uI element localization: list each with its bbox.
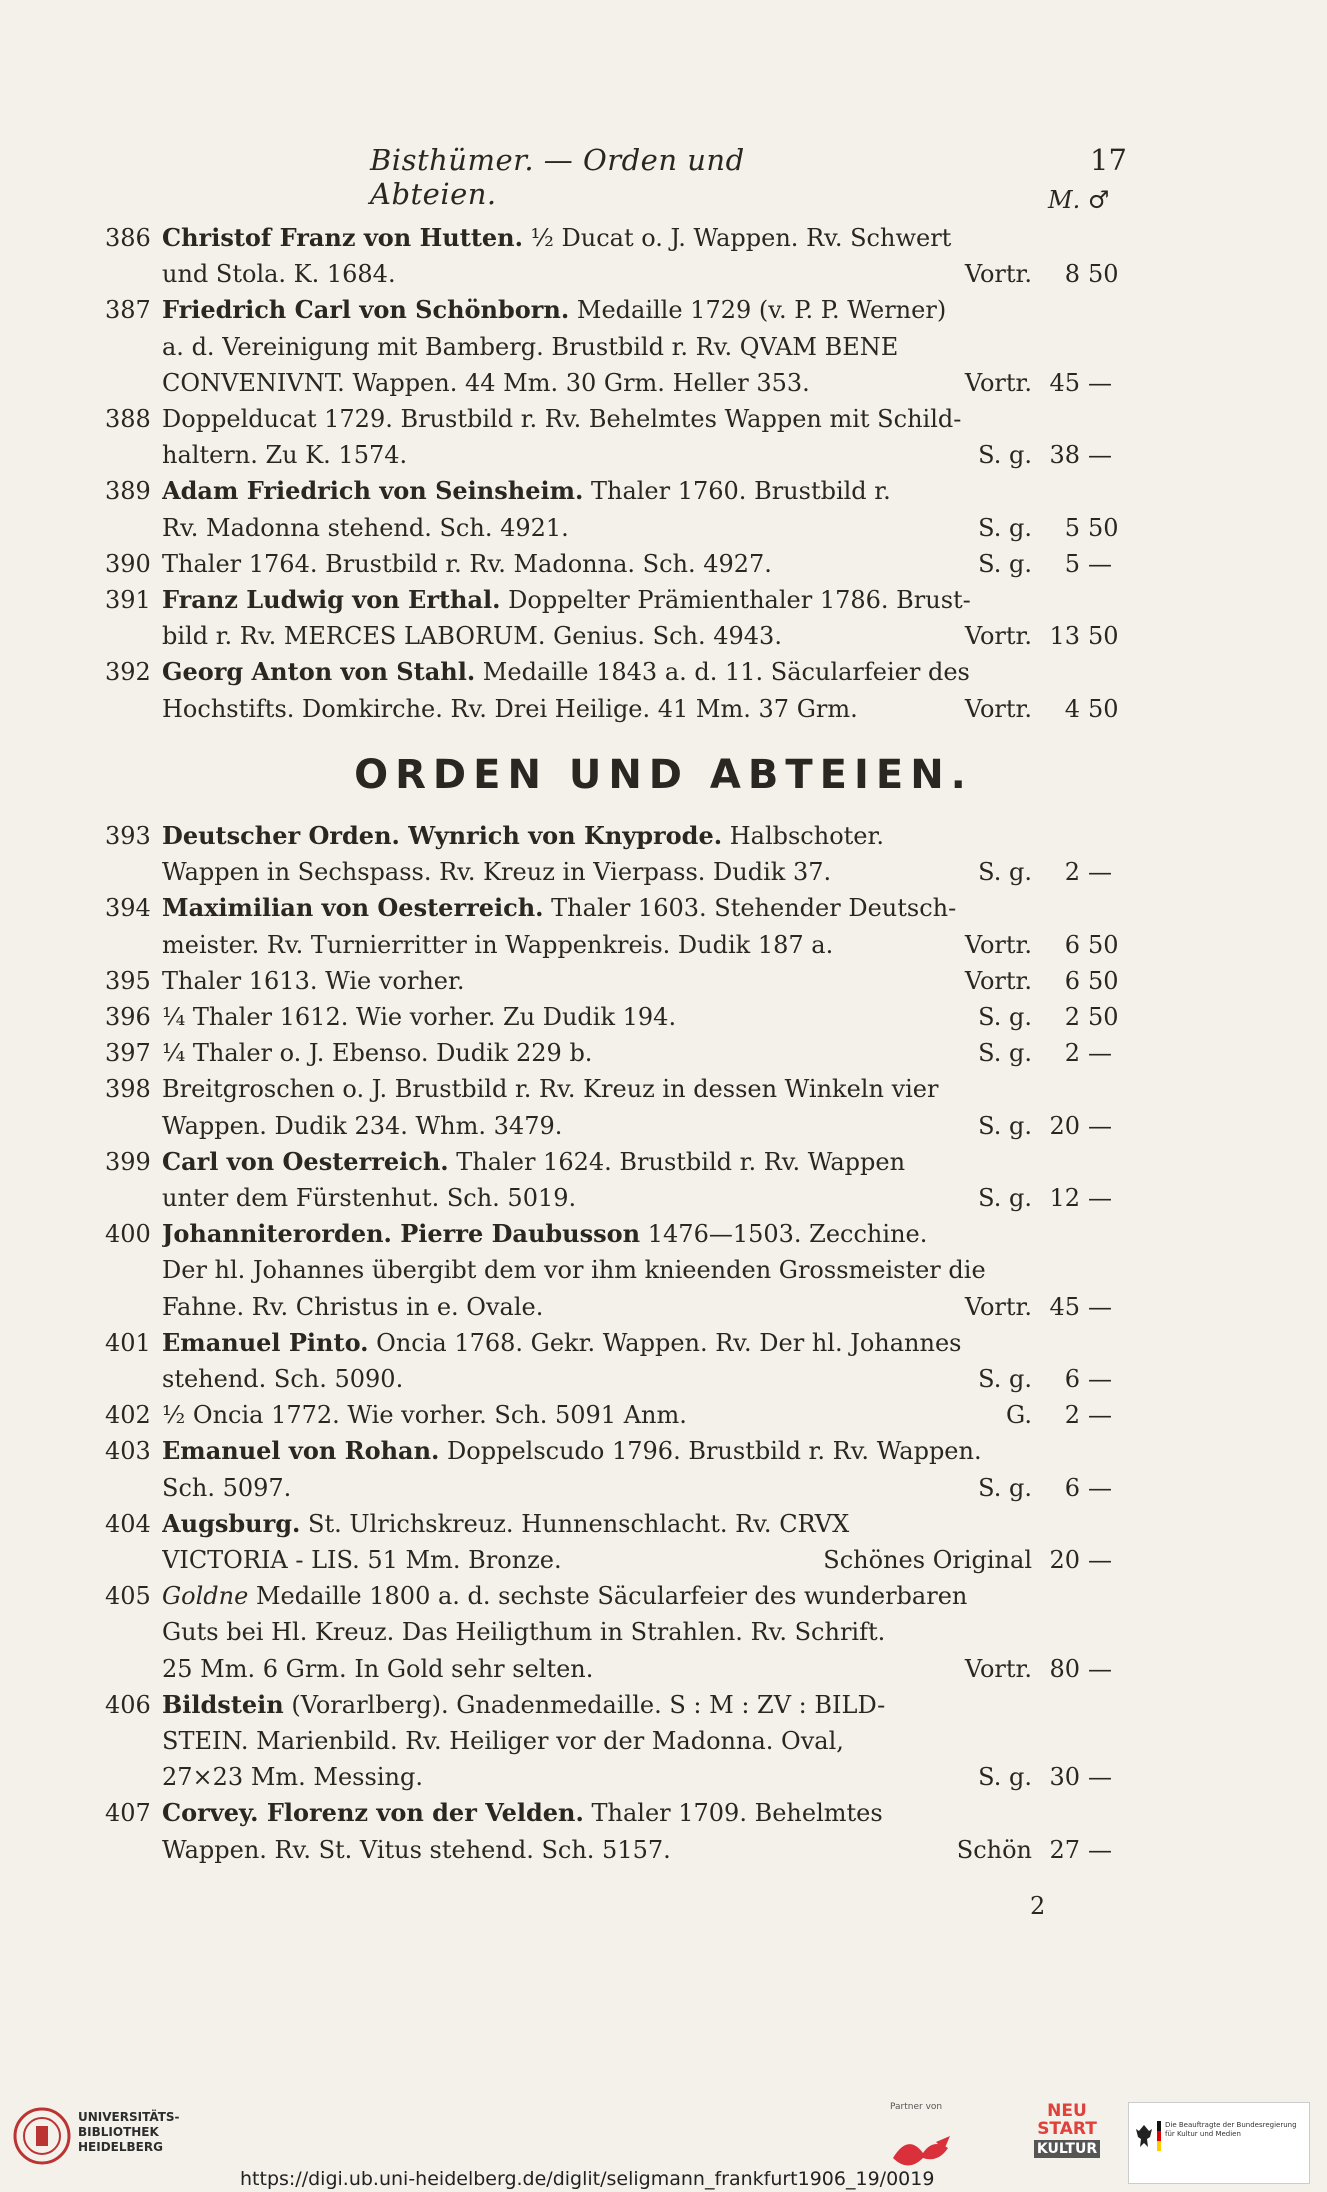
entry-text [162, 1325, 1032, 1361]
entry-description: Thaler 1613. Wie vorher. [162, 966, 465, 995]
price-pfennig: — [1088, 858, 1112, 887]
eagle-icon [1135, 2123, 1153, 2149]
entry-text [162, 963, 1032, 999]
condition-note: Vortr. [964, 966, 1032, 995]
flag-bars [1157, 2121, 1161, 2151]
catalog-line [0, 546, 1327, 582]
entry-description: 1476—1503. Zecchine. [640, 1220, 928, 1249]
entry-description: stehend. Sch. 5090. [162, 1365, 404, 1393]
catalog-line [0, 1759, 1327, 1795]
price-pfennig: 50 [1088, 260, 1119, 289]
condition-note: S. g. [978, 1184, 1032, 1212]
entry-text [162, 1071, 1032, 1107]
entry-description: Wappen in Sechspass. Rv. Kreuz in Vierpass. Dudik 37. [162, 858, 832, 887]
entry-description: ¼ Thaler 1612. Wie vorher. Zu Dudik 194. [162, 1003, 677, 1031]
catalog-line [0, 963, 1327, 999]
entry-text [162, 365, 1032, 401]
price-mark: 5 [1064, 513, 1080, 542]
entry-description: Medaille 1729 (v. P. P. Werner) [569, 296, 947, 325]
bund-text: Die Beauftragte der Bundesregierung für Kultur und Medien [1165, 2121, 1297, 2138]
entry-description: Rv. Madonna stehend. Sch. 4921. [162, 513, 569, 542]
entry-text [162, 999, 1032, 1035]
price-mark: 2 [1064, 1401, 1080, 1430]
condition-note: Schön [956, 1835, 1032, 1864]
entry-text [162, 691, 1032, 727]
entry-heading: Emanuel Pinto. [162, 1327, 369, 1357]
condition-note: S. g. [978, 513, 1032, 542]
condition-note: S. g. [978, 1111, 1032, 1140]
price-mark: 2 [1064, 1039, 1080, 1068]
condition-note: G. [1006, 1401, 1032, 1430]
price-pfennig: — [1088, 441, 1112, 470]
condition-note: S. g. [978, 549, 1032, 578]
entry-text [162, 473, 1032, 509]
price-mark: 5 [1064, 549, 1080, 578]
entry-text [162, 890, 1032, 926]
entry-heading: Deutscher Orden. Wynrich von Knyprode. [162, 821, 723, 850]
entry-description: 25 Mm. 6 Grm. In Gold sehr selten. [162, 1654, 594, 1683]
catalog-line [0, 256, 1327, 292]
catalog-line [0, 1289, 1327, 1325]
entry-description: Wappen. Dudik 234. Whm. 3479. [162, 1111, 563, 1140]
entry-description: Doppelter Prämienthaler 1786. Brust- [500, 586, 971, 614]
entry-heading: Corvey. Florenz von der Velden. [162, 1798, 584, 1828]
entry-text [162, 292, 1032, 328]
entry-text [162, 854, 1032, 890]
price-pfennig: — [1088, 368, 1112, 397]
entry-text [162, 1723, 1032, 1759]
entry-heading: Maximilian von Oesterreich. [162, 893, 544, 923]
entry-text [162, 1108, 1032, 1144]
condition-note: S. g. [978, 1003, 1032, 1031]
catalog-line [0, 1470, 1327, 1506]
catalog-line [0, 1795, 1327, 1831]
condition-note: Vortr. [964, 694, 1032, 723]
lot-number: 407 [105, 1799, 151, 1828]
price-mark: 2 [1064, 1003, 1080, 1031]
price-mark: 45 [1049, 368, 1080, 397]
logo-line-3: HEIDELBERG [78, 2140, 163, 2154]
entry-description: 27×23 Mm. Messing. [162, 1763, 423, 1792]
entry-description: Thaler 1764. Brustbild r. Rv. Madonna. Sch. 4927. [162, 549, 772, 578]
catalog-line [0, 365, 1327, 401]
lot-number: 402 [105, 1401, 151, 1430]
entry-description: unter dem Fürstenhut. Sch. 5019. [162, 1184, 577, 1212]
entry-text [162, 1252, 1032, 1288]
entry-text [162, 1759, 1032, 1795]
entry-text [162, 1614, 1032, 1650]
entry-text [162, 1361, 1032, 1397]
entry-description: Thaler 1603. Stehender Deutsch- [543, 894, 957, 923]
price-pfennig: — [1088, 1401, 1112, 1430]
catalog-line [0, 618, 1327, 654]
entry-description: Der hl. Johannes übergibt dem vor ihm knieenden Grossmeister die [162, 1256, 986, 1285]
catalog-line [0, 1035, 1327, 1071]
entry-description: Thaler 1709. Behelmtes [583, 1799, 883, 1828]
catalog-line [0, 292, 1327, 328]
catalog-line [0, 927, 1327, 963]
lot-number: 388 [105, 405, 151, 433]
lot-number: 406 [105, 1690, 151, 1719]
catalog-line [0, 1180, 1327, 1216]
footer-bar [0, 2098, 1327, 2192]
lot-number: 391 [105, 586, 151, 614]
price-mark: 45 [1049, 1292, 1080, 1321]
entry-description: Breitgroschen o. J. Brustbild r. Rv. Kreuz in dessen Winkeln vier [162, 1075, 939, 1104]
logo-line-1: UNIVERSITÄTS- [78, 2110, 180, 2124]
catalog-line [0, 1071, 1327, 1107]
federal-government-logo[interactable] [1128, 2102, 1310, 2184]
price-pfennig: — [1088, 1111, 1112, 1140]
price-mark: 8 [1064, 260, 1080, 289]
price-pfennig: — [1088, 549, 1112, 578]
entry-heading: Christof Franz von Hutten. [162, 223, 523, 252]
catalog-line [0, 999, 1327, 1035]
university-library-logo[interactable] [12, 2102, 187, 2172]
entry-text [162, 546, 1032, 582]
condition-note: Vortr. [964, 368, 1032, 397]
lot-number: 390 [105, 549, 151, 578]
catalog-line [0, 1651, 1327, 1687]
price-mark: 20 [1049, 1111, 1080, 1140]
price-pfennig: — [1088, 1184, 1112, 1212]
lot-number: 387 [105, 296, 151, 325]
catalog-line [0, 1108, 1327, 1144]
condition-note: S. g. [978, 1473, 1032, 1502]
entry-text [162, 1687, 1032, 1723]
catalog-line [0, 691, 1327, 727]
price-mark: 2 [1064, 858, 1080, 887]
entry-text [162, 220, 1032, 256]
catalog-line [0, 401, 1327, 437]
entry-description: Thaler 1624. Brustbild r. Rv. Wappen [448, 1147, 906, 1176]
entry-description: VICTORIA - LIS. 51 Mm. Bronze. [162, 1546, 562, 1574]
price-pfennig: 50 [1088, 930, 1119, 959]
entry-heading: Adam Friedrich von Seinsheim. [162, 476, 584, 506]
lot-number: 392 [105, 658, 151, 687]
lot-number: 386 [105, 224, 151, 252]
price-pfennig: 50 [1088, 1003, 1119, 1031]
price-pfennig: 50 [1088, 513, 1119, 542]
price-mark: 6 [1064, 966, 1080, 995]
neustart-kultur-logo[interactable] [1034, 2102, 1100, 2182]
entry-text [162, 1180, 1032, 1216]
catalog-line [0, 1397, 1327, 1433]
condition-note: Vortr. [964, 1292, 1032, 1321]
condition-note: S. g. [978, 441, 1032, 470]
entry-text [162, 1397, 1032, 1433]
catalog-line [0, 220, 1327, 256]
catalog-line [0, 1252, 1327, 1288]
price-mark: 80 [1049, 1654, 1080, 1683]
price-pfennig: — [1088, 1763, 1112, 1792]
entry-description: Doppelscudo 1796. Brustbild r. Rv. Wappen. [439, 1437, 982, 1466]
entry-description: Wappen. Rv. St. Vitus stehend. Sch. 5157. [162, 1835, 671, 1864]
entry-text [162, 1506, 1032, 1542]
catalog-line [0, 1506, 1327, 1542]
lot-number: 401 [105, 1328, 151, 1357]
partner-label: Partner von [890, 2102, 943, 2112]
entry-description: Oncia 1768. Gekr. Wappen. Rv. Der hl. Johannes [368, 1328, 962, 1357]
price-pfennig: — [1088, 1292, 1112, 1321]
condition-note: Vortr. [964, 260, 1032, 289]
lot-number: 404 [105, 1509, 151, 1538]
price-mark: 4 [1064, 694, 1080, 723]
entry-description: Doppelducat 1729. Brustbild r. Rv. Behelmtes Wappen mit Schild- [162, 405, 962, 433]
catalog-line [0, 890, 1327, 926]
price-mark: 6 [1064, 1473, 1080, 1502]
entry-description: Fahne. Rv. Christus in e. Ovale. [162, 1292, 544, 1321]
catalog-line [0, 1614, 1327, 1650]
entry-description: bild r. Rv. MERCES LABORUM. Genius. Sch. 4943. [162, 622, 782, 651]
entry-description: Medaille 1800 a. d. sechste Säcularfeier des wunderbaren [248, 1582, 968, 1611]
price-pfennig: 50 [1088, 966, 1119, 995]
catalog-line [0, 818, 1327, 854]
entry-italic: Goldne [162, 1582, 249, 1611]
neustart-line-1: NEU [1047, 2101, 1087, 2121]
entry-heading: Emanuel von Rohan. [162, 1436, 440, 1466]
entry-description: Sch. 5097. [162, 1473, 292, 1502]
entry-text [162, 1216, 1032, 1252]
entry-heading: Johanniterorden. Pierre Daubusson [162, 1219, 641, 1249]
entry-text [162, 401, 1032, 437]
entry-text [162, 1144, 1032, 1180]
lot-number: 405 [105, 1582, 151, 1611]
lot-number: 398 [105, 1075, 151, 1104]
catalog-line [0, 1325, 1327, 1361]
price-pfennig: — [1088, 1835, 1112, 1864]
price-pfennig: — [1088, 1654, 1112, 1683]
catalog-line [0, 1687, 1327, 1723]
entry-description: ½ Oncia 1772. Wie vorher. Sch. 5091 Anm. [162, 1401, 687, 1430]
condition-note: Schönes Original [823, 1546, 1032, 1574]
condition-note: Vortr. [964, 1654, 1032, 1683]
price-mark: 13 [1049, 622, 1080, 651]
running-title: Bisthümer. — Orden und Abteien. [370, 143, 745, 211]
signature-mark: 2 [1030, 1892, 1046, 1920]
catalog-line [0, 329, 1327, 365]
lot-number: 400 [105, 1220, 151, 1249]
entry-description: a. d. Vereinigung mit Bamberg. Brustbild r. Rv. QVAM BENE [162, 332, 899, 361]
catalog-line [0, 1832, 1327, 1868]
entry-description: STEIN. Marienbild. Rv. Heiliger vor der Madonna. Oval, [162, 1727, 844, 1755]
lot-number: 393 [105, 822, 151, 850]
condition-note: S. g. [978, 1039, 1032, 1068]
entry-text [162, 654, 1032, 690]
price-pfennig: — [1088, 1365, 1112, 1393]
price-mark: 12 [1049, 1184, 1080, 1212]
condition-note: S. g. [978, 1763, 1032, 1792]
entry-description: Halbschoter. [722, 822, 884, 850]
entry-text [162, 818, 1032, 854]
entry-description: ¼ Thaler o. J. Ebenso. Dudik 229 b. [162, 1039, 593, 1068]
catalog-line [0, 510, 1327, 546]
currency-column-label: M. ♂ [1048, 186, 1110, 214]
entry-description: Hochstifts. Domkirche. Rv. Drei Heilige. 41 Mm. 37 Grm. [162, 694, 858, 723]
section-heading: ORDEN UND ABTEIEN. [354, 752, 973, 798]
lot-number: 394 [105, 894, 151, 923]
entry-heading: Friedrich Carl von Schönborn. [162, 295, 570, 325]
entry-text [162, 256, 1032, 292]
price-mark: 27 [1049, 1835, 1080, 1864]
entry-description: Thaler 1760. Brustbild r. [583, 477, 891, 506]
price-mark: 38 [1049, 441, 1080, 470]
catalog-line [0, 1361, 1327, 1397]
catalog-line [0, 473, 1327, 509]
catalog-line [0, 654, 1327, 690]
entry-heading: Carl von Oesterreich. [162, 1146, 449, 1176]
neustart-line-3: KULTUR [1034, 2140, 1100, 2158]
price-pfennig: 50 [1088, 694, 1119, 723]
catalog-line [0, 854, 1327, 890]
price-pfennig: — [1088, 1039, 1112, 1068]
catalog-line [0, 1578, 1327, 1614]
entry-text [162, 618, 1032, 654]
entry-text [162, 1470, 1032, 1506]
lot-number: 403 [105, 1437, 151, 1466]
price-mark: 6 [1064, 930, 1080, 959]
price-mark: 30 [1049, 1763, 1080, 1792]
catalog-line [0, 1216, 1327, 1252]
catalog-line [0, 437, 1327, 473]
entry-text [162, 927, 1032, 963]
entry-text [162, 329, 1032, 365]
catalog-line [0, 1433, 1327, 1469]
condition-note: Vortr. [964, 622, 1032, 651]
entry-text [162, 1289, 1032, 1325]
price-mark: 6 [1064, 1365, 1080, 1393]
price-pfennig: 50 [1088, 622, 1119, 651]
page-number: 17 [1090, 143, 1127, 177]
entry-text [162, 1795, 1032, 1831]
neustart-line-2: START [1037, 2119, 1097, 2139]
entry-description: und Stola. K. 1684. [162, 260, 396, 289]
entry-description: Guts bei Hl. Kreuz. Das Heiligthum in Strahlen. Rv. Schrift. [162, 1618, 886, 1647]
entry-heading: Georg Anton von Stahl. [162, 657, 476, 687]
catalog-line [0, 1542, 1327, 1578]
entry-heading: Franz Ludwig von Erthal. [162, 585, 501, 614]
entry-text [162, 510, 1032, 546]
entry-text [162, 1651, 1032, 1687]
lot-number: 399 [105, 1147, 151, 1176]
catalog-line [0, 1144, 1327, 1180]
lot-number: 395 [105, 966, 151, 995]
catalog-line [0, 1723, 1327, 1759]
entry-description: St. Ulrichskreuz. Hunnenschlacht. Rv. CRVX [300, 1509, 850, 1538]
price-pfennig: — [1088, 1546, 1112, 1574]
entry-text [162, 1035, 1032, 1071]
seal-icon [12, 2106, 72, 2166]
entry-description: CONVENIVNT. Wappen. 44 Mm. 30 Grm. Heller 353. [162, 368, 810, 397]
lot-number: 396 [105, 1003, 151, 1031]
entry-text [162, 1832, 1032, 1868]
condition-note: Vortr. [964, 930, 1032, 959]
entry-description: (Vorarlberg). Gnadenmedaille. S : M : ZV : BILD- [283, 1690, 886, 1719]
entry-heading: Bildstein [162, 1689, 284, 1719]
entry-text [162, 582, 1032, 618]
condition-note: S. g. [978, 1365, 1032, 1393]
condition-note: S. g. [978, 858, 1032, 887]
entry-text [162, 1433, 1032, 1469]
entry-description: haltern. Zu K. 1574. [162, 441, 408, 470]
entry-heading: Augsburg. [162, 1508, 301, 1538]
source-url[interactable]: https://digi.ub.uni-heidelberg.de/diglit/seligmann_frankfurt1906_19/0019 [240, 2168, 935, 2190]
entry-text [162, 437, 1032, 473]
price-pfennig: — [1088, 1473, 1112, 1502]
price-mark: 20 [1049, 1546, 1080, 1574]
entry-text [162, 1578, 1032, 1614]
catalog-line [0, 582, 1327, 618]
entry-description: meister. Rv. Turnierritter in Wappenkreis. Dudik 187 a. [162, 930, 834, 959]
lot-number: 397 [105, 1039, 151, 1068]
entry-description: Medaille 1843 a. d. 11. Säcularfeier des [475, 658, 970, 687]
entry-description: ½ Ducat o. J. Wappen. Rv. Schwert [522, 224, 952, 252]
logo-line-2: BIBLIOTHEK [78, 2125, 159, 2139]
lot-number: 389 [105, 477, 151, 506]
